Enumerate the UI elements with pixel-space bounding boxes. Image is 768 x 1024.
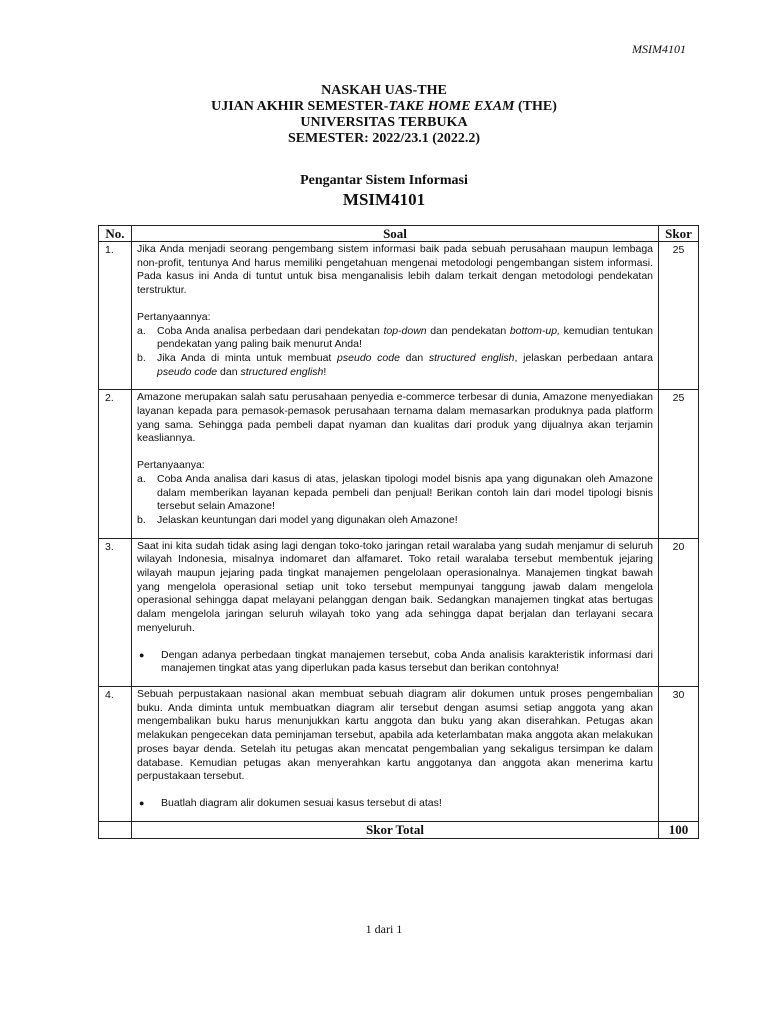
total-empty-cell xyxy=(99,821,132,838)
question-intro: Amazone merupakan salah satu perusahaan penyedia e-commerce terbesar di dunia, Amazone menyediakan layanan kepada para pemasok-pemasok perusahaan ternama dalam memasarkan produknya pada platform yang sama. Sehingga pada pembeli dapat nyaman dan kualitas dari produk yang dijualnya akan terjamin keasliannya. xyxy=(137,391,653,445)
question-text xyxy=(132,686,659,821)
question-intro: Saat ini kita sudah tidak asing lagi dengan toko-toko jaringan retail waralaba yang sudah menjamur di seluruh wilayah Indonesia, misalnya indomaret dan alfamaret. Toko retail waralaba tersebut membentuk jejaring wilayah maupun jejaring pada tingkat manajemen pengelolaan operasionalnya. Manajemen tingkat bawah yang mengelola operasional setiap unit toko tersebut mempunyai tanggung jawab dalam mengelola operasional sehingga dapat melayani pelanggan dengan baik. Sedangkan manajemen tingkat atas bertugas dalam mengelola jaringan seluruh wilayah toko yang ada sehingga dapat berjalan dan terlayani secara menyeluruh. xyxy=(137,539,653,634)
bullet-dot-icon: ● xyxy=(139,797,145,808)
question-text xyxy=(132,242,659,390)
question-ask: Pertanyaanya: xyxy=(137,459,205,472)
question-number: 2. xyxy=(99,390,132,538)
exam-table xyxy=(98,225,699,839)
table-row xyxy=(99,538,699,686)
table-row xyxy=(99,390,699,538)
page-number: 1 dari 1 xyxy=(365,922,403,936)
question-text xyxy=(132,538,659,686)
sub-question-b: b. Jika Anda di minta untuk membuat pseudo code dan structured english, jelaskan perbedaan antara pseudo code dan structured english! xyxy=(137,351,654,378)
table-row xyxy=(99,242,699,390)
total-value: 100 xyxy=(659,821,699,838)
document-header xyxy=(0,83,768,147)
subject-title: Pengantar Sistem Informasi xyxy=(300,173,468,188)
bullet-dot-icon: ● xyxy=(139,649,145,660)
question-number: 3. xyxy=(99,538,132,686)
header-soal: Soal xyxy=(132,226,659,242)
total-row xyxy=(99,821,699,838)
header-line-2: UJIAN AKHIR SEMESTER-TAKE HOME EXAM (THE) xyxy=(211,99,557,114)
question-score: 30 xyxy=(659,686,699,821)
bullet-item: ● Buatlah diagram alir dokumen sesuai kasus tersebut di atas! xyxy=(139,796,442,809)
total-label: Skor Total xyxy=(132,821,659,838)
course-code-title: MSIM4101 xyxy=(342,190,426,209)
header-line-1: NASKAH UAS-THE xyxy=(321,83,447,98)
header-line-3: UNIVERSITAS TERBUKA xyxy=(300,115,468,130)
course-code-corner: MSIM4101 xyxy=(632,42,686,56)
question-intro: Sebuah perpustakaan nasional akan membuat sebuah diagram alir dokumen untuk proses pengembalian buku. Anda diminta untuk membuatkan diagram alir tersebut dengan asumsi setiap anggota yang akan mengembalikan buku harus menunjukkan kartu anggota dan buku yang akan diserahkan. Petugas akan melakukan pengecekan data peminjaman tersebut, apabila ada keterlambatan maka anggota akan melakukan proses bayar denda. Setelah itu petugas akan mencatat pengembalian yang sekaligus tersimpan ke dalam database. Kemudian petugas akan menyerahkan kartu anggotanya dan anggota akan menerima kartu perpustakaan tersebut. xyxy=(137,687,653,783)
question-number: 1. xyxy=(99,242,132,390)
bullet-item: ● Dengan adanya perbedaan tingkat manajemen tersebut, coba Anda analisis karakteristik informasi dari manajemen tingkat atas yang diperlukan pada kasus tersebut dan berikan contohnya! xyxy=(139,648,653,675)
question-intro: Jika Anda menjadi seorang pengembang sistem informasi baik pada sebuah perusahaan maupun lembaga non-profit, tentunya And harus memiliki pengetahuan mengenai metodologi pengembangan sistem informasi. Pada kasus ini Anda di tuntut untuk bisa menganalisis lebih dalam terkait dengan metodologi pendekatan terstruktur. xyxy=(137,243,653,297)
question-ask: Pertanyaannya: xyxy=(137,310,211,323)
question-score: 20 xyxy=(659,538,699,686)
header-skor: Skor xyxy=(659,226,699,242)
sub-question-a: a. Coba Anda analisa perbedaan dari pendekatan top-down dan pendekatan bottom-up, kemudian tentukan pendekatan yang paling baik menurut Anda! xyxy=(137,324,653,351)
header-no: No. xyxy=(99,226,132,242)
question-number: 4. xyxy=(99,686,132,821)
question-score: 25 xyxy=(659,390,699,538)
question-score: 25 xyxy=(659,242,699,390)
table-header-row xyxy=(99,226,699,242)
header-line-4: SEMESTER: 2022/23.1 (2022.2) xyxy=(287,131,481,146)
question-text xyxy=(132,390,659,538)
sub-question-a: a. Coba Anda analisa dari kasus di atas, jelaskan tipologi model bisnis apa yang digunakan oleh Amazone dalam memberikan layanan kepada pembeli dan penjual! Berikan contoh lain dari model tipologi bisnis tersebut selain Amazone! xyxy=(137,472,653,513)
sub-question-b: b. Jelaskan keuntungan dari model yang digunakan oleh Amazone! xyxy=(137,513,458,526)
table-row xyxy=(99,686,699,821)
